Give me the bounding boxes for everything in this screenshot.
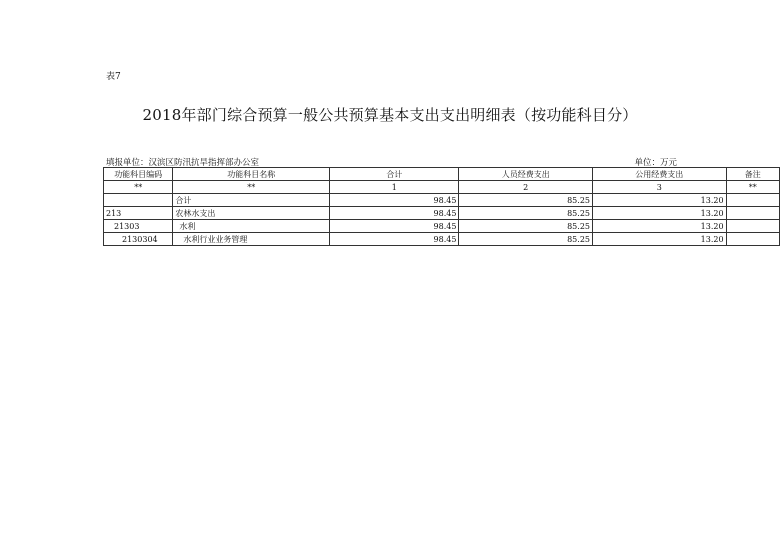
public-cell: 13.20 xyxy=(593,207,727,220)
index-cell: ** xyxy=(726,181,779,194)
index-cell: ** xyxy=(173,181,330,194)
header-personnel: 人员经费支出 xyxy=(459,168,593,181)
table-number: 表7 xyxy=(106,72,121,82)
index-cell: ** xyxy=(104,181,173,194)
table-row xyxy=(104,194,780,207)
total-cell: 98.45 xyxy=(330,233,459,246)
index-cell: 3 xyxy=(593,181,727,194)
header-row xyxy=(104,168,780,181)
personnel-cell: 85.25 xyxy=(459,207,593,220)
name-cell: 合计 xyxy=(173,194,330,207)
code-cell xyxy=(104,194,173,207)
personnel-cell: 85.25 xyxy=(459,194,593,207)
reporting-unit: 填报单位：汉滨区防汛抗旱指挥部办公室 xyxy=(106,158,260,168)
personnel-cell: 85.25 xyxy=(459,233,593,246)
header-note: 备注 xyxy=(726,168,779,181)
total-cell: 98.45 xyxy=(330,207,459,220)
table-row xyxy=(104,220,780,233)
public-cell: 13.20 xyxy=(593,194,727,207)
total-cell: 98.45 xyxy=(330,220,459,233)
name-cell: 水利行业业务管理 xyxy=(173,233,330,246)
public-cell: 13.20 xyxy=(593,233,727,246)
currency-unit: 单位：万元 xyxy=(634,158,677,168)
header-code: 功能科目编码 xyxy=(104,168,173,181)
personnel-cell: 85.25 xyxy=(459,220,593,233)
note-cell xyxy=(726,220,779,233)
index-cell: 2 xyxy=(459,181,593,194)
public-cell: 13.20 xyxy=(593,220,727,233)
budget-table xyxy=(103,167,780,246)
note-cell xyxy=(726,233,779,246)
index-cell: 1 xyxy=(330,181,459,194)
header-name: 功能科目名称 xyxy=(173,168,330,181)
name-cell: 农林水支出 xyxy=(173,207,330,220)
table-row xyxy=(104,207,780,220)
total-cell: 98.45 xyxy=(330,194,459,207)
index-row xyxy=(104,181,780,194)
code-cell: 213 xyxy=(104,207,173,220)
note-cell xyxy=(726,194,779,207)
header-total: 合计 xyxy=(330,168,459,181)
code-cell: 21303 xyxy=(104,220,173,233)
code-cell: 2130304 xyxy=(104,233,173,246)
document-title: 2018年部门综合预算一般公共预算基本支出支出明细表（按功能科目分） xyxy=(142,106,638,124)
note-cell xyxy=(726,207,779,220)
table-row xyxy=(104,233,780,246)
header-public: 公用经费支出 xyxy=(593,168,727,181)
name-cell: 水利 xyxy=(173,220,330,233)
